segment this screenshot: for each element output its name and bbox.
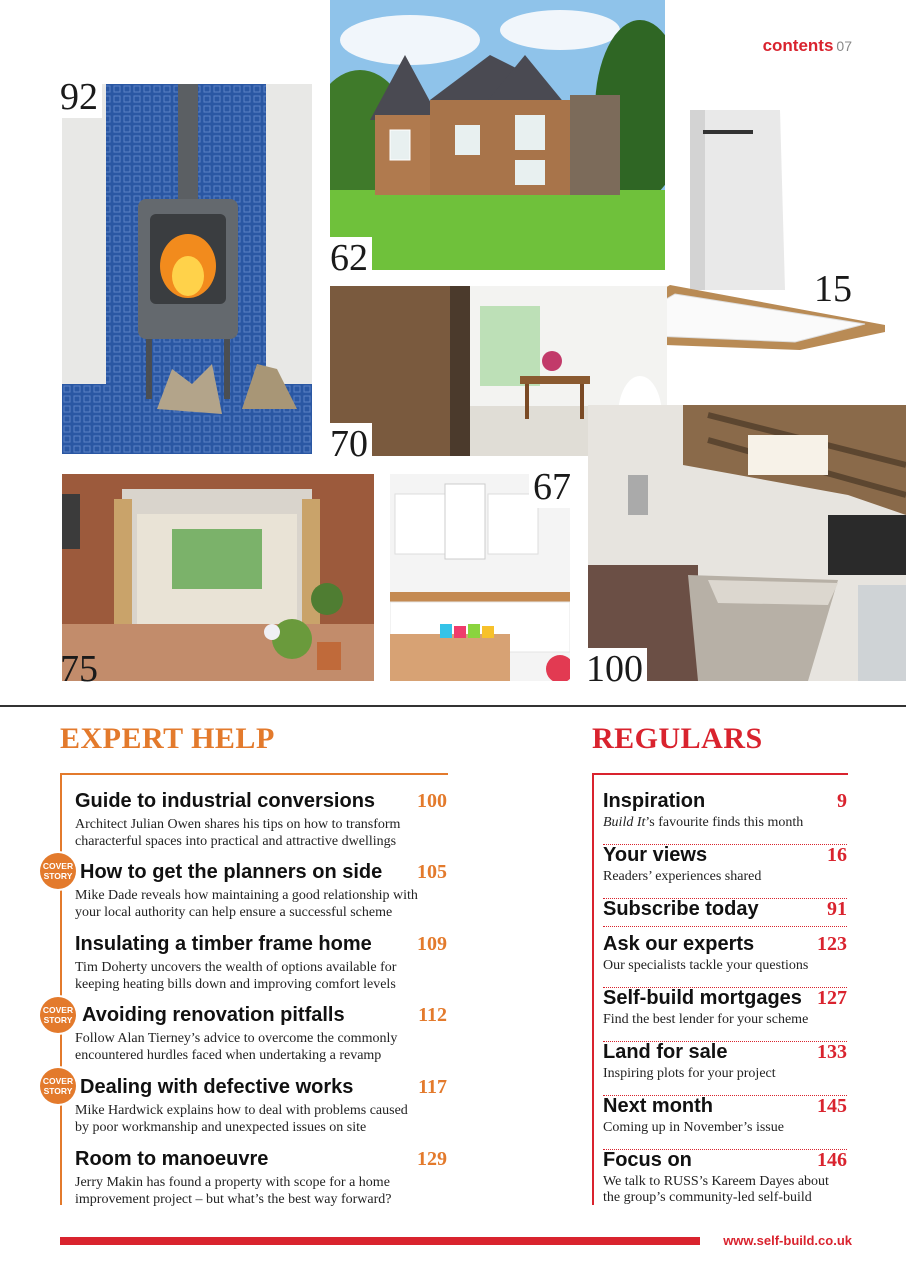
regular-item-title: Ask our experts bbox=[603, 933, 755, 955]
expert-item[interactable] bbox=[75, 861, 447, 921]
expert-item-title: Guide to industrial conversions bbox=[75, 790, 376, 812]
regular-item-page: 133 bbox=[817, 1041, 847, 1063]
expert-item-page: 117 bbox=[418, 1076, 447, 1098]
regular-item-desc: Find the best lender for your scheme bbox=[603, 1012, 809, 1027]
expert-item-title: Dealing with defective works bbox=[80, 1076, 354, 1098]
expert-item-title: Room to manoeuvre bbox=[75, 1148, 269, 1170]
hood-page-number: 15 bbox=[814, 268, 852, 310]
expert-item-desc: Architect Julian Owen shares his tips on how to transform characterful spaces into practical and attractive dwellings bbox=[75, 817, 401, 849]
cover-story-badge: COVER STORY bbox=[40, 853, 76, 889]
footer-bar bbox=[60, 1237, 700, 1245]
stove-photo bbox=[62, 84, 312, 454]
regular-item-desc: Inspiring plots for your project bbox=[603, 1066, 776, 1081]
hallway-page-number: 70 bbox=[326, 423, 372, 465]
courtyard-page-number: 75 bbox=[60, 648, 98, 690]
loft-kitchen-photo bbox=[588, 405, 906, 681]
page-number: 07 bbox=[836, 38, 852, 54]
regular-item[interactable] bbox=[603, 1041, 847, 1096]
regular-item-title: Land for sale bbox=[603, 1041, 728, 1063]
expert-item-page: 109 bbox=[417, 933, 447, 955]
regular-item-title: Next month bbox=[603, 1095, 713, 1117]
expert-item[interactable] bbox=[75, 790, 447, 850]
regular-item-page: 9 bbox=[837, 790, 847, 812]
regular-item-title: Subscribe today bbox=[603, 898, 759, 920]
expert-item-desc: Tim Doherty uncovers the wealth of options available for keeping heating bills down and improving comfort levels bbox=[75, 960, 397, 992]
regular-item-desc: Coming up in November’s issue bbox=[603, 1120, 784, 1135]
house-page-number: 62 bbox=[326, 237, 372, 279]
regular-item[interactable] bbox=[603, 790, 847, 845]
expert-item-title: Avoiding renovation pitfalls bbox=[82, 1004, 345, 1026]
courtyard-illustration bbox=[62, 474, 374, 681]
stove-page-number: 92 bbox=[56, 76, 102, 118]
expert-help-title: EXPERT HELP bbox=[60, 722, 275, 755]
regular-item-page: 16 bbox=[827, 844, 847, 866]
section-divider bbox=[0, 705, 906, 707]
loft-kitchen-page-number: 100 bbox=[582, 648, 647, 690]
regular-item-title: Your views bbox=[603, 844, 708, 866]
regular-item-title: Focus on bbox=[603, 1149, 692, 1171]
expert-item[interactable] bbox=[75, 1004, 447, 1064]
courtyard-photo bbox=[62, 474, 374, 681]
expert-item-desc: Mike Hardwick explains how to deal with problems caused by poor workmanship and unexpected issues on site bbox=[75, 1103, 408, 1135]
regular-item-title: Inspiration bbox=[603, 790, 706, 812]
regular-item[interactable] bbox=[603, 987, 847, 1042]
regular-item-page: 146 bbox=[817, 1149, 847, 1171]
regular-item[interactable] bbox=[603, 1095, 847, 1150]
page-header bbox=[763, 36, 852, 56]
expert-item[interactable] bbox=[75, 933, 447, 993]
regular-item-title: Self-build mortgages bbox=[603, 987, 802, 1009]
section-word: contents bbox=[762, 36, 834, 55]
regular-item[interactable] bbox=[603, 898, 847, 927]
regular-item-desc: We talk to RUSS’s Kareem Dayes about the group’s community-led self-build bbox=[603, 1174, 829, 1205]
expert-item-desc: Follow Alan Tierney’s advice to overcome the commonly encountered hurdles faced when undertaking a revamp bbox=[75, 1031, 398, 1063]
expert-item-page: 100 bbox=[417, 790, 447, 812]
stove-illustration bbox=[62, 84, 312, 454]
regular-item-desc: Build It’s favourite finds this month bbox=[603, 815, 804, 830]
regular-item-page: 145 bbox=[817, 1095, 847, 1117]
expert-item-title: How to get the planners on side bbox=[80, 861, 383, 883]
regular-item-page: 91 bbox=[827, 898, 847, 920]
cover-story-badge: COVER STORY bbox=[40, 1068, 76, 1104]
expert-item-page: 129 bbox=[417, 1148, 447, 1170]
regular-item[interactable] bbox=[603, 933, 847, 988]
regular-item-page: 123 bbox=[817, 933, 847, 955]
regular-item-desc: Our specialists tackle your questions bbox=[603, 958, 809, 973]
expert-item-page: 105 bbox=[417, 861, 447, 883]
expert-item-desc: Jerry Makin has found a property with scope for a home improvement project – but what’s the best way forward? bbox=[75, 1175, 392, 1207]
expert-item-title: Insulating a timber frame home bbox=[75, 933, 372, 955]
regular-item-page: 127 bbox=[817, 987, 847, 1009]
regular-item-desc: Readers’ experiences shared bbox=[603, 869, 762, 884]
footer-url-link[interactable]: www.self-build.co.uk bbox=[723, 1233, 852, 1248]
expert-item[interactable] bbox=[75, 1076, 447, 1136]
regulars-title: REGULARS bbox=[592, 722, 763, 755]
regular-item[interactable] bbox=[603, 1149, 847, 1209]
cover-story-badge: COVER STORY bbox=[40, 997, 76, 1033]
regular-item[interactable] bbox=[603, 844, 847, 899]
loft-kitchen-illustration bbox=[588, 405, 906, 681]
expert-item[interactable] bbox=[75, 1148, 447, 1208]
expert-item-page: 112 bbox=[418, 1004, 447, 1026]
expert-item-desc: Mike Dade reveals how maintaining a good relationship with your local authority can help ensure a successful scheme bbox=[75, 888, 418, 920]
white-kitchen-page-number: 67 bbox=[529, 466, 575, 508]
